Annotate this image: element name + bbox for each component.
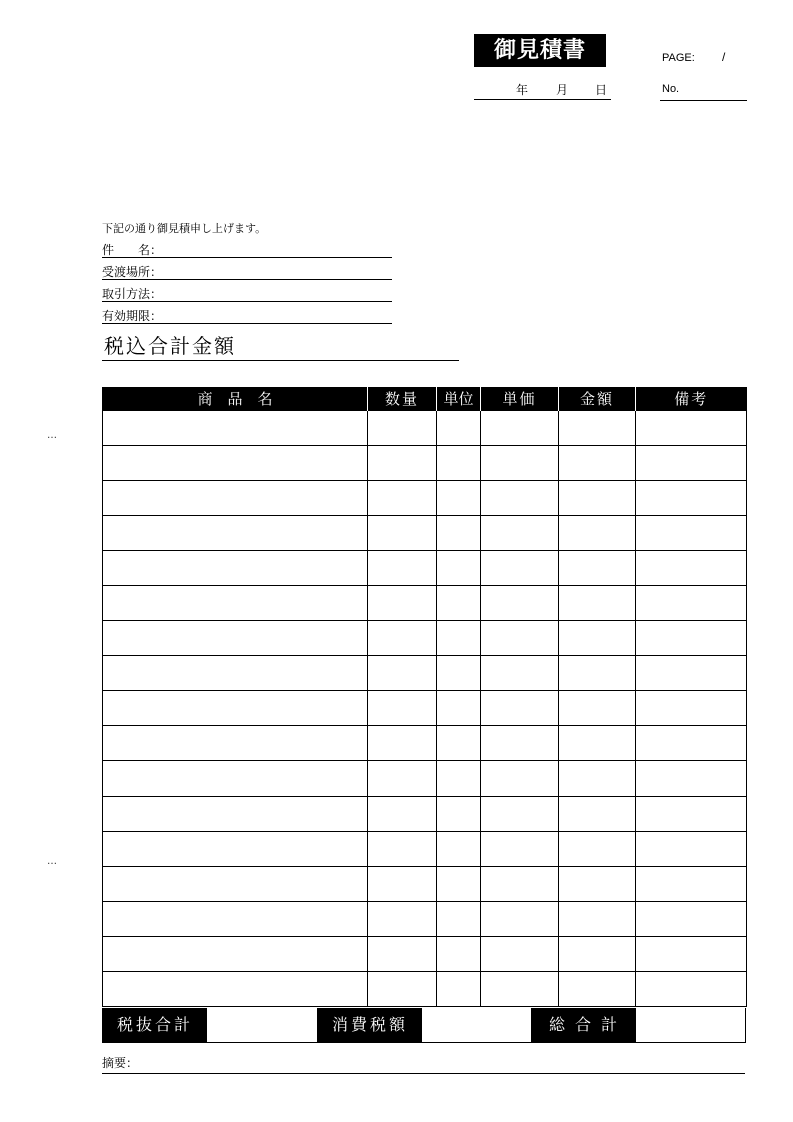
delivery-place-label: 受渡場所 xyxy=(102,265,151,279)
header-unit-price: 単価 xyxy=(481,387,559,410)
cell-remarks[interactable] xyxy=(636,691,747,726)
cell-amount[interactable] xyxy=(559,831,636,866)
cell-product-name[interactable] xyxy=(103,621,368,656)
tax-value[interactable] xyxy=(422,1008,532,1042)
cell-unit[interactable] xyxy=(437,410,481,445)
cell-unit-price[interactable] xyxy=(481,866,559,901)
delivery-place-colon: ： xyxy=(150,265,163,279)
cell-amount[interactable] xyxy=(559,585,636,620)
payment-method-colon: ： xyxy=(150,287,163,301)
cell-product-name[interactable] xyxy=(103,796,368,831)
cell-remarks[interactable] xyxy=(636,831,747,866)
cell-amount[interactable] xyxy=(559,761,636,796)
cell-product-name[interactable] xyxy=(103,726,368,761)
cell-unit-price[interactable] xyxy=(481,585,559,620)
cell-unit[interactable] xyxy=(437,480,481,515)
cell-unit[interactable] xyxy=(437,445,481,480)
table-row xyxy=(103,410,747,445)
header-unit: 単位 xyxy=(437,387,481,410)
cell-unit[interactable] xyxy=(437,866,481,901)
valid-until-label: 有効期限 xyxy=(102,309,151,323)
total-including-tax-field[interactable] xyxy=(102,332,459,361)
cell-unit[interactable] xyxy=(437,901,481,936)
cell-quantity[interactable] xyxy=(368,410,437,445)
table-row xyxy=(103,866,747,901)
payment-method-field[interactable] xyxy=(102,283,392,302)
table-row xyxy=(103,901,747,936)
cell-quantity[interactable] xyxy=(368,480,437,515)
table-row xyxy=(103,445,747,480)
cell-unit-price[interactable] xyxy=(481,936,559,971)
cell-product-name[interactable] xyxy=(103,515,368,550)
table-header-row xyxy=(103,387,747,410)
cell-amount[interactable] xyxy=(559,410,636,445)
cell-unit-price[interactable] xyxy=(481,550,559,585)
cell-unit[interactable] xyxy=(437,550,481,585)
cell-product-name[interactable] xyxy=(103,901,368,936)
cell-amount[interactable] xyxy=(559,866,636,901)
cell-unit[interactable] xyxy=(437,515,481,550)
header-product-name: 商 品 名 xyxy=(103,387,368,410)
cell-quantity[interactable] xyxy=(368,550,437,585)
table-row xyxy=(103,515,747,550)
header-amount: 金額 xyxy=(559,387,636,410)
date-month-label: 月 xyxy=(556,83,569,97)
cell-unit-price[interactable] xyxy=(481,691,559,726)
cell-unit[interactable] xyxy=(437,691,481,726)
table-row xyxy=(103,761,747,796)
cell-remarks[interactable] xyxy=(636,936,747,971)
cell-remarks[interactable] xyxy=(636,410,747,445)
cell-product-name[interactable] xyxy=(103,480,368,515)
cell-unit[interactable] xyxy=(437,831,481,866)
cell-amount[interactable] xyxy=(559,936,636,971)
cell-quantity[interactable] xyxy=(368,831,437,866)
cell-quantity[interactable] xyxy=(368,585,437,620)
subject-field[interactable] xyxy=(102,239,392,258)
cell-unit-price[interactable] xyxy=(481,901,559,936)
cell-unit-price[interactable] xyxy=(481,410,559,445)
cell-quantity[interactable] xyxy=(368,656,437,691)
memo-field[interactable] xyxy=(102,1052,745,1074)
cell-unit-price[interactable] xyxy=(481,656,559,691)
cell-amount[interactable] xyxy=(559,445,636,480)
cell-unit-price[interactable] xyxy=(481,796,559,831)
cell-remarks[interactable] xyxy=(636,866,747,901)
cell-quantity[interactable] xyxy=(368,866,437,901)
cell-unit-price[interactable] xyxy=(481,831,559,866)
cell-unit[interactable] xyxy=(437,936,481,971)
header-quantity: 数量 xyxy=(368,387,437,410)
cell-remarks[interactable] xyxy=(636,901,747,936)
cell-remarks[interactable] xyxy=(636,550,747,585)
cell-unit-price[interactable] xyxy=(481,445,559,480)
cell-quantity[interactable] xyxy=(368,796,437,831)
cell-product-name[interactable] xyxy=(103,410,368,445)
cell-quantity[interactable] xyxy=(368,936,437,971)
subject-colon: ： xyxy=(150,243,163,257)
delivery-place-field[interactable] xyxy=(102,261,392,280)
cell-amount[interactable] xyxy=(559,550,636,585)
subject-label: 件 名 xyxy=(102,243,150,257)
cell-quantity[interactable] xyxy=(368,621,437,656)
cell-remarks[interactable] xyxy=(636,480,747,515)
cell-product-name[interactable] xyxy=(103,831,368,866)
cell-unit[interactable] xyxy=(437,972,481,1007)
cell-unit[interactable] xyxy=(437,726,481,761)
cell-product-name[interactable] xyxy=(103,550,368,585)
table-row xyxy=(103,796,747,831)
cell-quantity[interactable] xyxy=(368,901,437,936)
cell-product-name[interactable] xyxy=(103,585,368,620)
grand-total-label: 総合計 xyxy=(532,1008,636,1042)
intro-text: 下記の通り御見積申し上げます。 xyxy=(102,222,267,235)
subtotal-label: 税抜合計 xyxy=(103,1008,207,1042)
cell-remarks[interactable] xyxy=(636,796,747,831)
table-row xyxy=(103,621,747,656)
tax-label: 消費税額 xyxy=(318,1008,422,1042)
page-label: PAGE: xyxy=(662,52,695,64)
cell-quantity[interactable] xyxy=(368,691,437,726)
cell-unit-price[interactable] xyxy=(481,972,559,1007)
cell-unit[interactable] xyxy=(437,796,481,831)
cell-unit[interactable] xyxy=(437,621,481,656)
cell-amount[interactable] xyxy=(559,480,636,515)
table-row xyxy=(103,936,747,971)
date-field[interactable] xyxy=(474,80,611,100)
cell-product-name[interactable] xyxy=(103,761,368,796)
document-number-field[interactable] xyxy=(660,80,747,101)
table-row xyxy=(103,831,747,866)
table-row xyxy=(103,480,747,515)
valid-until-field[interactable] xyxy=(102,305,392,324)
cell-amount[interactable] xyxy=(559,726,636,761)
table-row xyxy=(103,656,747,691)
cell-product-name[interactable] xyxy=(103,656,368,691)
cell-remarks[interactable] xyxy=(636,445,747,480)
cell-unit[interactable] xyxy=(437,761,481,796)
grand-total-value[interactable] xyxy=(636,1008,746,1042)
cell-amount[interactable] xyxy=(559,621,636,656)
cell-quantity[interactable] xyxy=(368,515,437,550)
date-day-label: 日 xyxy=(595,83,608,97)
cell-amount[interactable] xyxy=(559,691,636,726)
summary-row xyxy=(102,1008,746,1043)
margin-mark: … xyxy=(47,856,57,867)
cell-amount[interactable] xyxy=(559,796,636,831)
cell-unit[interactable] xyxy=(437,656,481,691)
cell-product-name[interactable] xyxy=(103,972,368,1007)
cell-amount[interactable] xyxy=(559,656,636,691)
cell-quantity[interactable] xyxy=(368,761,437,796)
valid-until-colon: ： xyxy=(150,309,163,323)
cell-unit-price[interactable] xyxy=(481,480,559,515)
cell-remarks[interactable] xyxy=(636,761,747,796)
table-row xyxy=(103,726,747,761)
cell-quantity[interactable] xyxy=(368,726,437,761)
table-row xyxy=(103,585,747,620)
cell-product-name[interactable] xyxy=(103,445,368,480)
table-row xyxy=(103,691,747,726)
table-row xyxy=(103,972,747,1007)
cell-quantity[interactable] xyxy=(368,445,437,480)
cell-quantity[interactable] xyxy=(368,972,437,1007)
total-including-tax-label: 税込合計金額 xyxy=(104,334,236,358)
margin-mark: … xyxy=(47,430,57,441)
cell-unit-price[interactable] xyxy=(481,761,559,796)
subtotal-value[interactable] xyxy=(207,1008,318,1042)
items-table xyxy=(102,387,747,1007)
memo-label: 摘要： xyxy=(102,1056,139,1070)
page-separator: / xyxy=(722,50,726,64)
cell-remarks[interactable] xyxy=(636,621,747,656)
table-row xyxy=(103,550,747,585)
header-remarks: 備考 xyxy=(636,387,747,410)
cell-amount[interactable] xyxy=(559,972,636,1007)
cell-product-name[interactable] xyxy=(103,936,368,971)
cell-remarks[interactable] xyxy=(636,585,747,620)
cell-unit-price[interactable] xyxy=(481,621,559,656)
cell-product-name[interactable] xyxy=(103,691,368,726)
cell-remarks[interactable] xyxy=(636,515,747,550)
cell-unit-price[interactable] xyxy=(481,515,559,550)
cell-remarks[interactable] xyxy=(636,656,747,691)
cell-unit-price[interactable] xyxy=(481,726,559,761)
cell-amount[interactable] xyxy=(559,901,636,936)
date-year-label: 年 xyxy=(516,83,529,97)
cell-remarks[interactable] xyxy=(636,972,747,1007)
document-title: 御見積書 xyxy=(474,34,606,67)
cell-remarks[interactable] xyxy=(636,726,747,761)
document-number-label: No. xyxy=(662,83,680,95)
cell-amount[interactable] xyxy=(559,515,636,550)
cell-unit[interactable] xyxy=(437,585,481,620)
payment-method-label: 取引方法 xyxy=(102,287,151,301)
cell-product-name[interactable] xyxy=(103,866,368,901)
